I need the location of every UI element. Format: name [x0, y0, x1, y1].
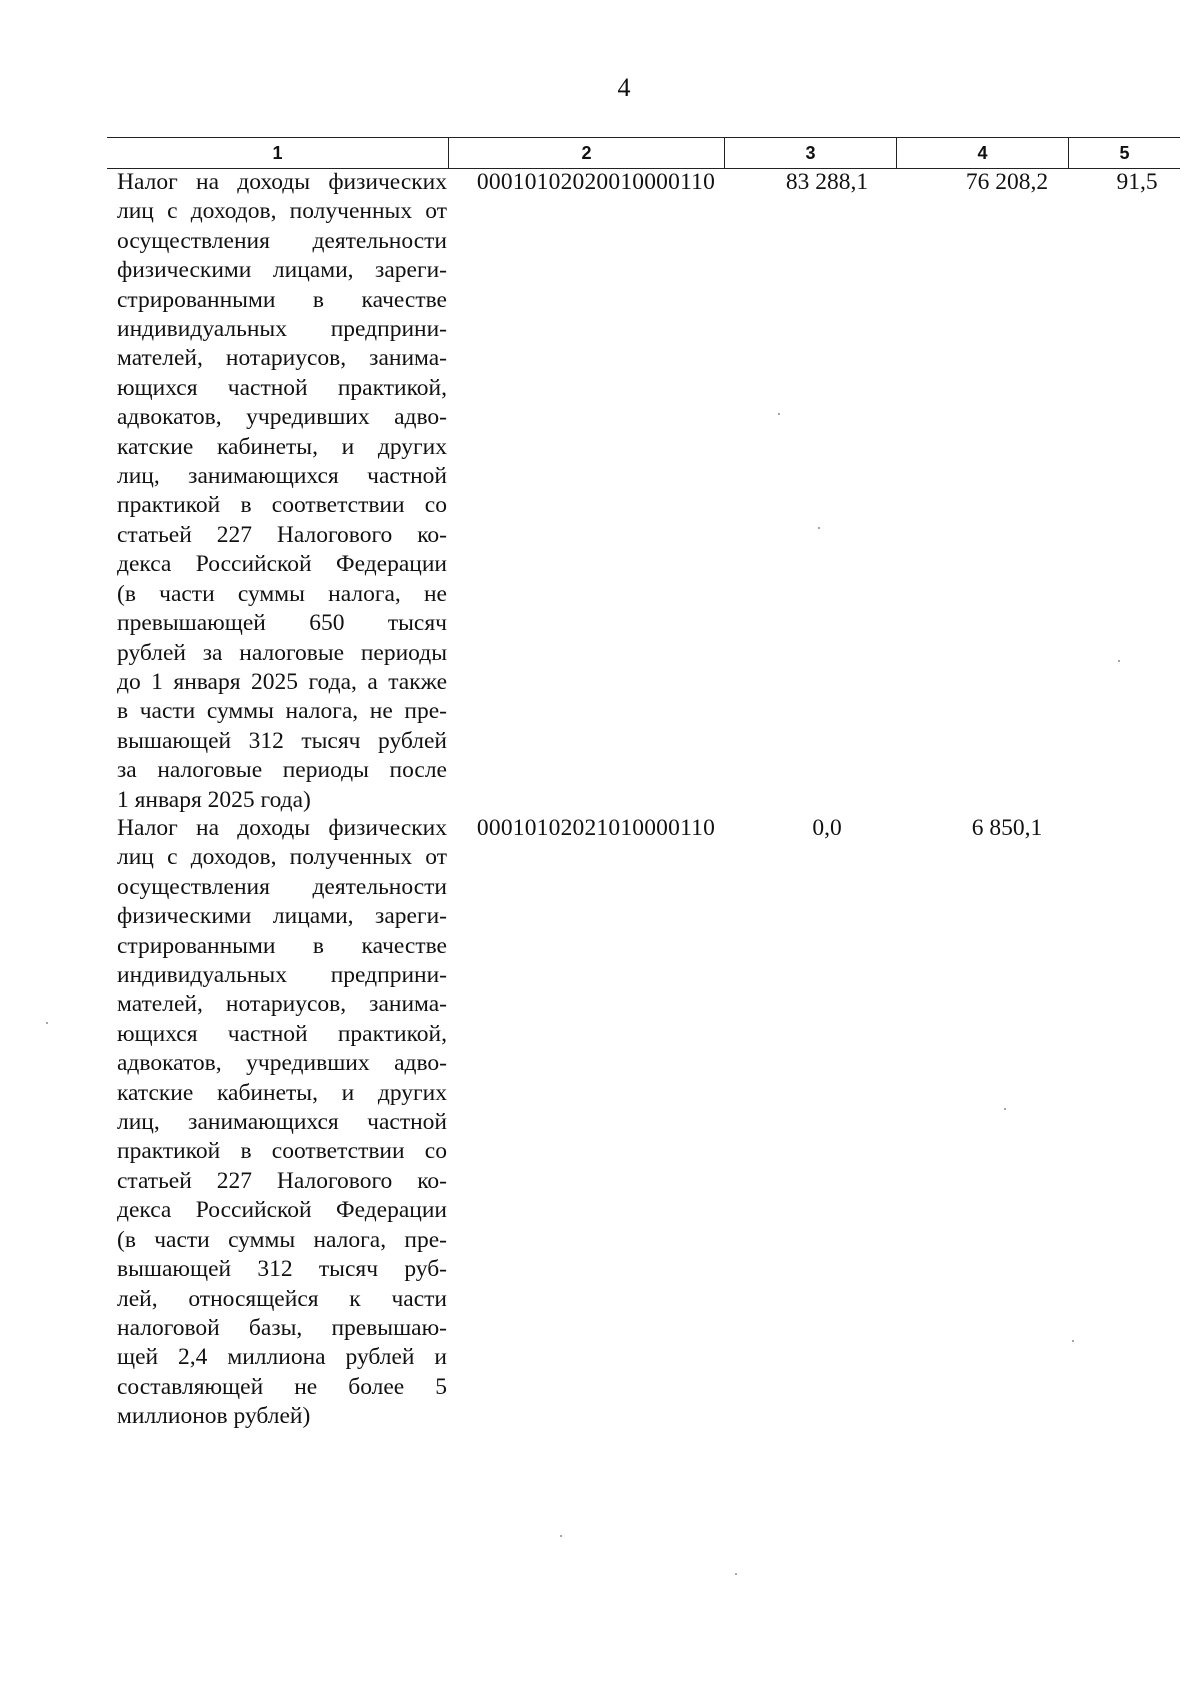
name-line: индивидуальных предприни-	[117, 962, 447, 989]
name-line: адвокатов, учредивших адво-	[117, 1050, 447, 1077]
scan-speck	[1118, 660, 1120, 662]
header-col-3: 3	[725, 138, 897, 168]
name-line: осуществления деятельности	[117, 227, 447, 254]
name-line: мателей, нотариусов, занима-	[117, 991, 447, 1018]
name-line: стрированными в качестве	[117, 286, 447, 313]
scan-speck	[818, 527, 820, 529]
name-line: индивидуальных предприни-	[117, 316, 447, 343]
name-line: лиц, занимающихся частной	[117, 463, 447, 490]
name-line: лиц, занимающихся частной	[117, 1109, 447, 1136]
row-code: 00010102021010000110	[476, 815, 716, 841]
name-line: ющихся частной практикой,	[117, 374, 447, 401]
name-line: (в части суммы налога, не	[117, 580, 447, 607]
name-line: катские кабинеты, и других	[117, 1079, 447, 1106]
name-line: превышающей 650 тысяч	[117, 610, 447, 637]
name-line: декса Российской Федерации	[117, 1197, 447, 1224]
name-line: Налог на доходы физических	[117, 815, 447, 841]
page-number: 4	[617, 73, 631, 102]
name-line: физическими лицами, зареги-	[117, 903, 447, 930]
name-line: статьей 227 Налогового ко-	[117, 521, 447, 548]
scan-speck	[1004, 1108, 1006, 1110]
scan-speck	[735, 1573, 737, 1575]
header-col-1: 1	[107, 138, 449, 168]
name-line: за налоговые периоды после	[117, 757, 447, 784]
row-value-col-4: 76 208,2	[965, 169, 1049, 195]
name-line: налоговой базы, превышаю-	[117, 1314, 447, 1341]
name-line: вышающей 312 тысяч руб-	[117, 1256, 447, 1283]
scan-speck	[1072, 1340, 1074, 1342]
name-line: Налог на доходы физических	[117, 169, 447, 195]
header-col-4: 4	[897, 138, 1069, 168]
row-value-col-3: 0,0	[812, 815, 842, 841]
row-name	[117, 168, 447, 815]
name-line: в части суммы налога, не пре-	[117, 698, 447, 725]
row-value-col-5: 91,5	[1116, 169, 1158, 195]
header-col-5: 5	[1119, 143, 1130, 163]
name-line: мателей, нотариусов, занима-	[117, 345, 447, 372]
name-line: вышающей 312 тысяч рублей	[117, 727, 447, 754]
name-line: составляющей не более 5	[117, 1373, 447, 1400]
name-line: декса Российской Федерации	[117, 551, 447, 578]
scan-speck	[46, 1022, 48, 1024]
name-line: щей 2,4 миллиона рублей и	[117, 1344, 447, 1371]
name-line: (в части суммы налога, пре-	[117, 1226, 447, 1253]
scan-speck	[560, 1535, 562, 1537]
name-line: рублей за налоговые периоды	[117, 639, 447, 666]
name-line: катские кабинеты, и других	[117, 433, 447, 460]
name-line: ющихся частной практикой,	[117, 1020, 447, 1047]
table-header	[107, 137, 1180, 169]
scan-speck	[778, 413, 780, 415]
name-line: осуществления деятельности	[117, 873, 447, 900]
name-line: лиц с доходов, полученных от	[117, 198, 447, 225]
row-code: 00010102020010000110	[476, 169, 716, 195]
row-value-col-4: 6 850,1	[971, 815, 1043, 841]
name-line: физическими лицами, зареги-	[117, 257, 447, 284]
name-line: стрированными в качестве	[117, 932, 447, 959]
name-line: практикой в соответствии со	[117, 492, 447, 519]
name-line: статьей 227 Налогового ко-	[117, 1167, 447, 1194]
row-name	[117, 814, 447, 1432]
header-col-2: 2	[449, 138, 725, 168]
name-line: адвокатов, учредивших адво-	[117, 404, 447, 431]
name-line: 1 января 2025 года)	[117, 786, 311, 813]
name-line: до 1 января 2025 года, а также	[117, 668, 447, 695]
name-line: миллионов рублей)	[117, 1403, 311, 1430]
name-line: практикой в соответствии со	[117, 1138, 447, 1165]
row-value-col-3: 83 288,1	[785, 169, 869, 195]
name-line: лей, относящейся к части	[117, 1285, 447, 1312]
name-line: лиц с доходов, полученных от	[117, 844, 447, 871]
